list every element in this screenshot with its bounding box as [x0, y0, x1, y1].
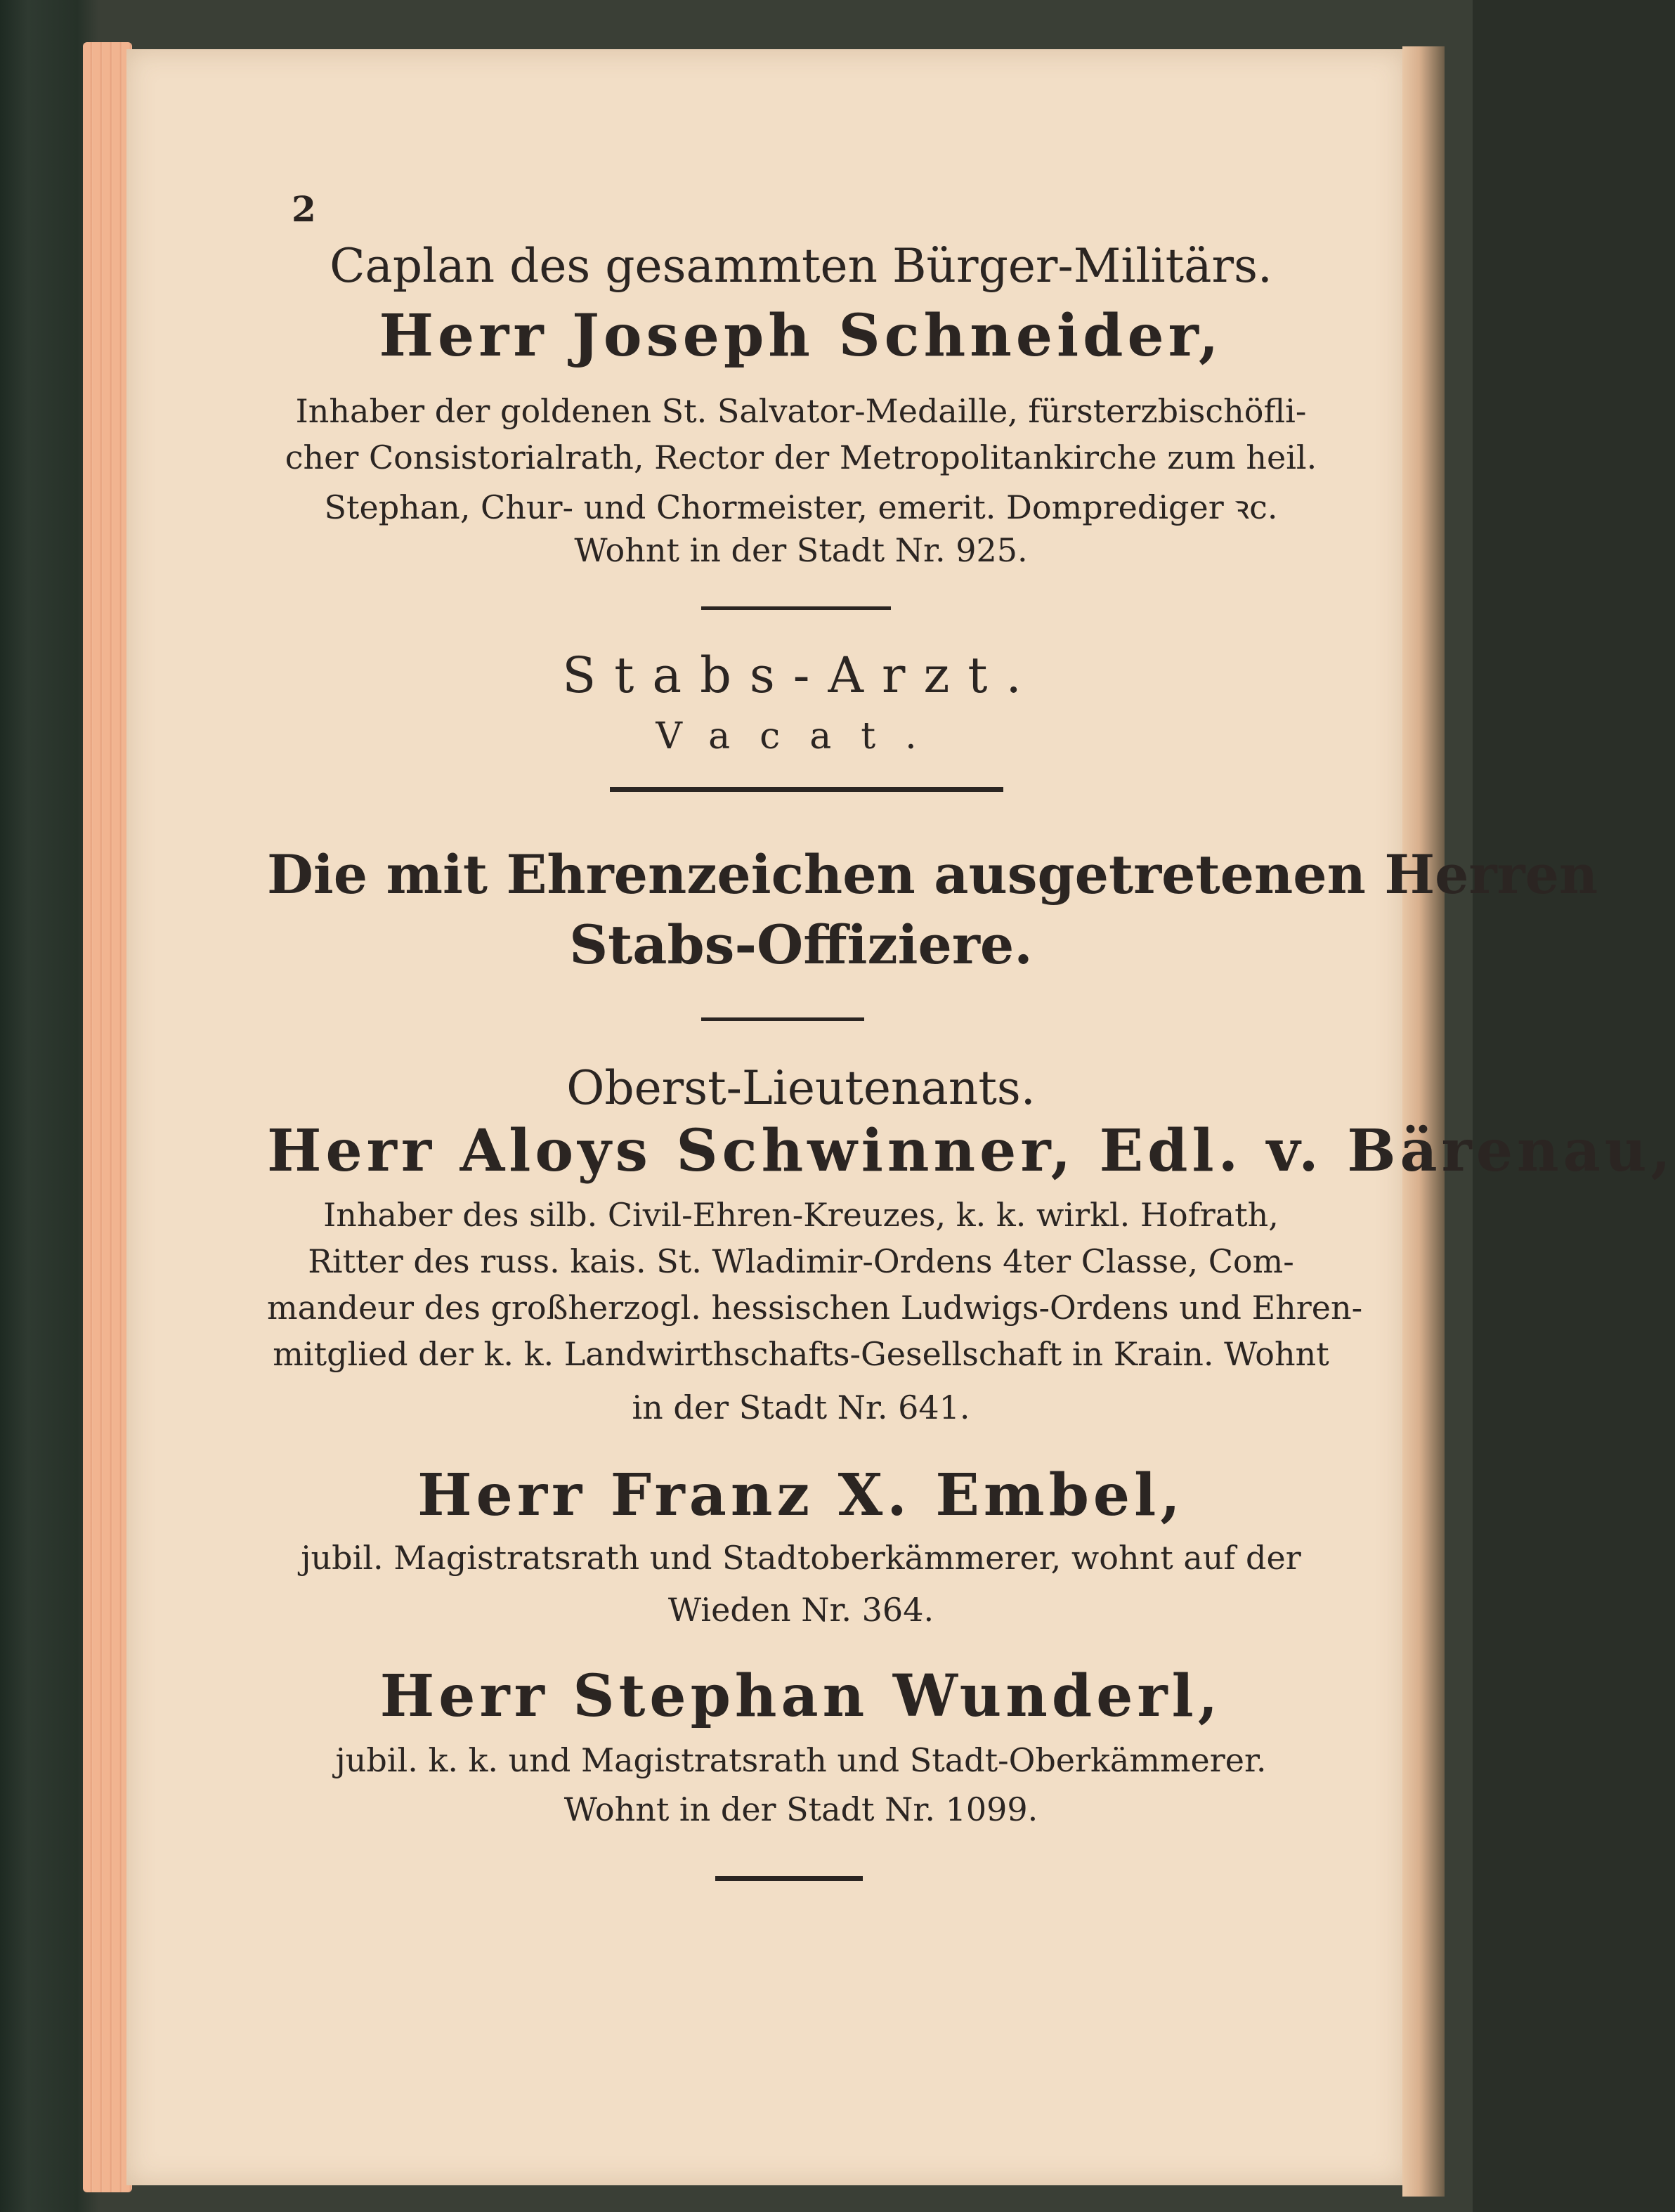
section-heading-stabs-offiziere: Stabs-Offiziere.	[569, 913, 1033, 976]
description-line: jubil. Magistratsrath und Stadtoberkämmerer, wohnt auf der	[301, 1539, 1301, 1577]
address-line: in der Stadt Nr. 641.	[632, 1388, 970, 1426]
description-line: Ritter des russ. kais. St. Wladimir-Ordens 4ter Classe, Com-	[308, 1242, 1294, 1280]
closing-rule	[715, 1876, 863, 1881]
person-name-embel: Herr Franz X. Embel,	[417, 1462, 1185, 1529]
person-name-wunderl: Herr Stephan Wunderl,	[379, 1663, 1223, 1730]
description-line: mitglied der k. k. Landwirthschafts-Gesellschaft in Krain. Wohnt	[273, 1335, 1329, 1373]
description-line: cher Consistorialrath, Rector der Metropolitankirche zum heil.	[285, 438, 1317, 476]
section-heading-stabs-arzt: Stabs-Arzt.	[562, 646, 1040, 704]
divider-rule	[701, 1017, 864, 1021]
section-heading-oberst-lieutenants: Oberst-Lieutenants.	[566, 1061, 1036, 1115]
address-line: Wieden Nr. 364.	[667, 1591, 934, 1629]
description-line: Inhaber der goldenen St. Salvator-Medaille, fürsterzbischöfli-	[295, 392, 1307, 430]
person-name-schwinner: Herr Aloys Schwinner, Edl. v. Bärenau,	[267, 1117, 1675, 1185]
address-line: Wohnt in der Stadt Nr. 925.	[574, 531, 1028, 569]
vacat-label: Vacat.	[656, 715, 946, 757]
description-line: Inhaber des silb. Civil-Ehren-Kreuzes, k. k. wirkl. Hofrath,	[323, 1196, 1279, 1234]
description-line: mandeur des großherzogl. hessischen Ludwigs-Ordens und Ehren-	[267, 1289, 1363, 1327]
section-heading-caplan: Caplan des gesammten Bürger-Militärs.	[330, 239, 1272, 293]
description-line: jubil. k. k. und Magistratsrath und Stadt-Oberkämmerer.	[335, 1741, 1267, 1779]
address-line: Wohnt in der Stadt Nr. 1099.	[563, 1790, 1038, 1828]
description-line: Stephan, Chur- und Chormeister, emerit. Domprediger ꝛc.	[324, 488, 1278, 526]
page-number: 2	[292, 188, 316, 230]
section-heading-ehrenzeichen: Die mit Ehrenzeichen ausgetretenen Herren	[267, 843, 1598, 906]
divider-rule	[701, 606, 891, 610]
divider-rule-thick	[610, 787, 1003, 792]
person-name-schneider: Herr Joseph Schneider,	[379, 302, 1223, 370]
